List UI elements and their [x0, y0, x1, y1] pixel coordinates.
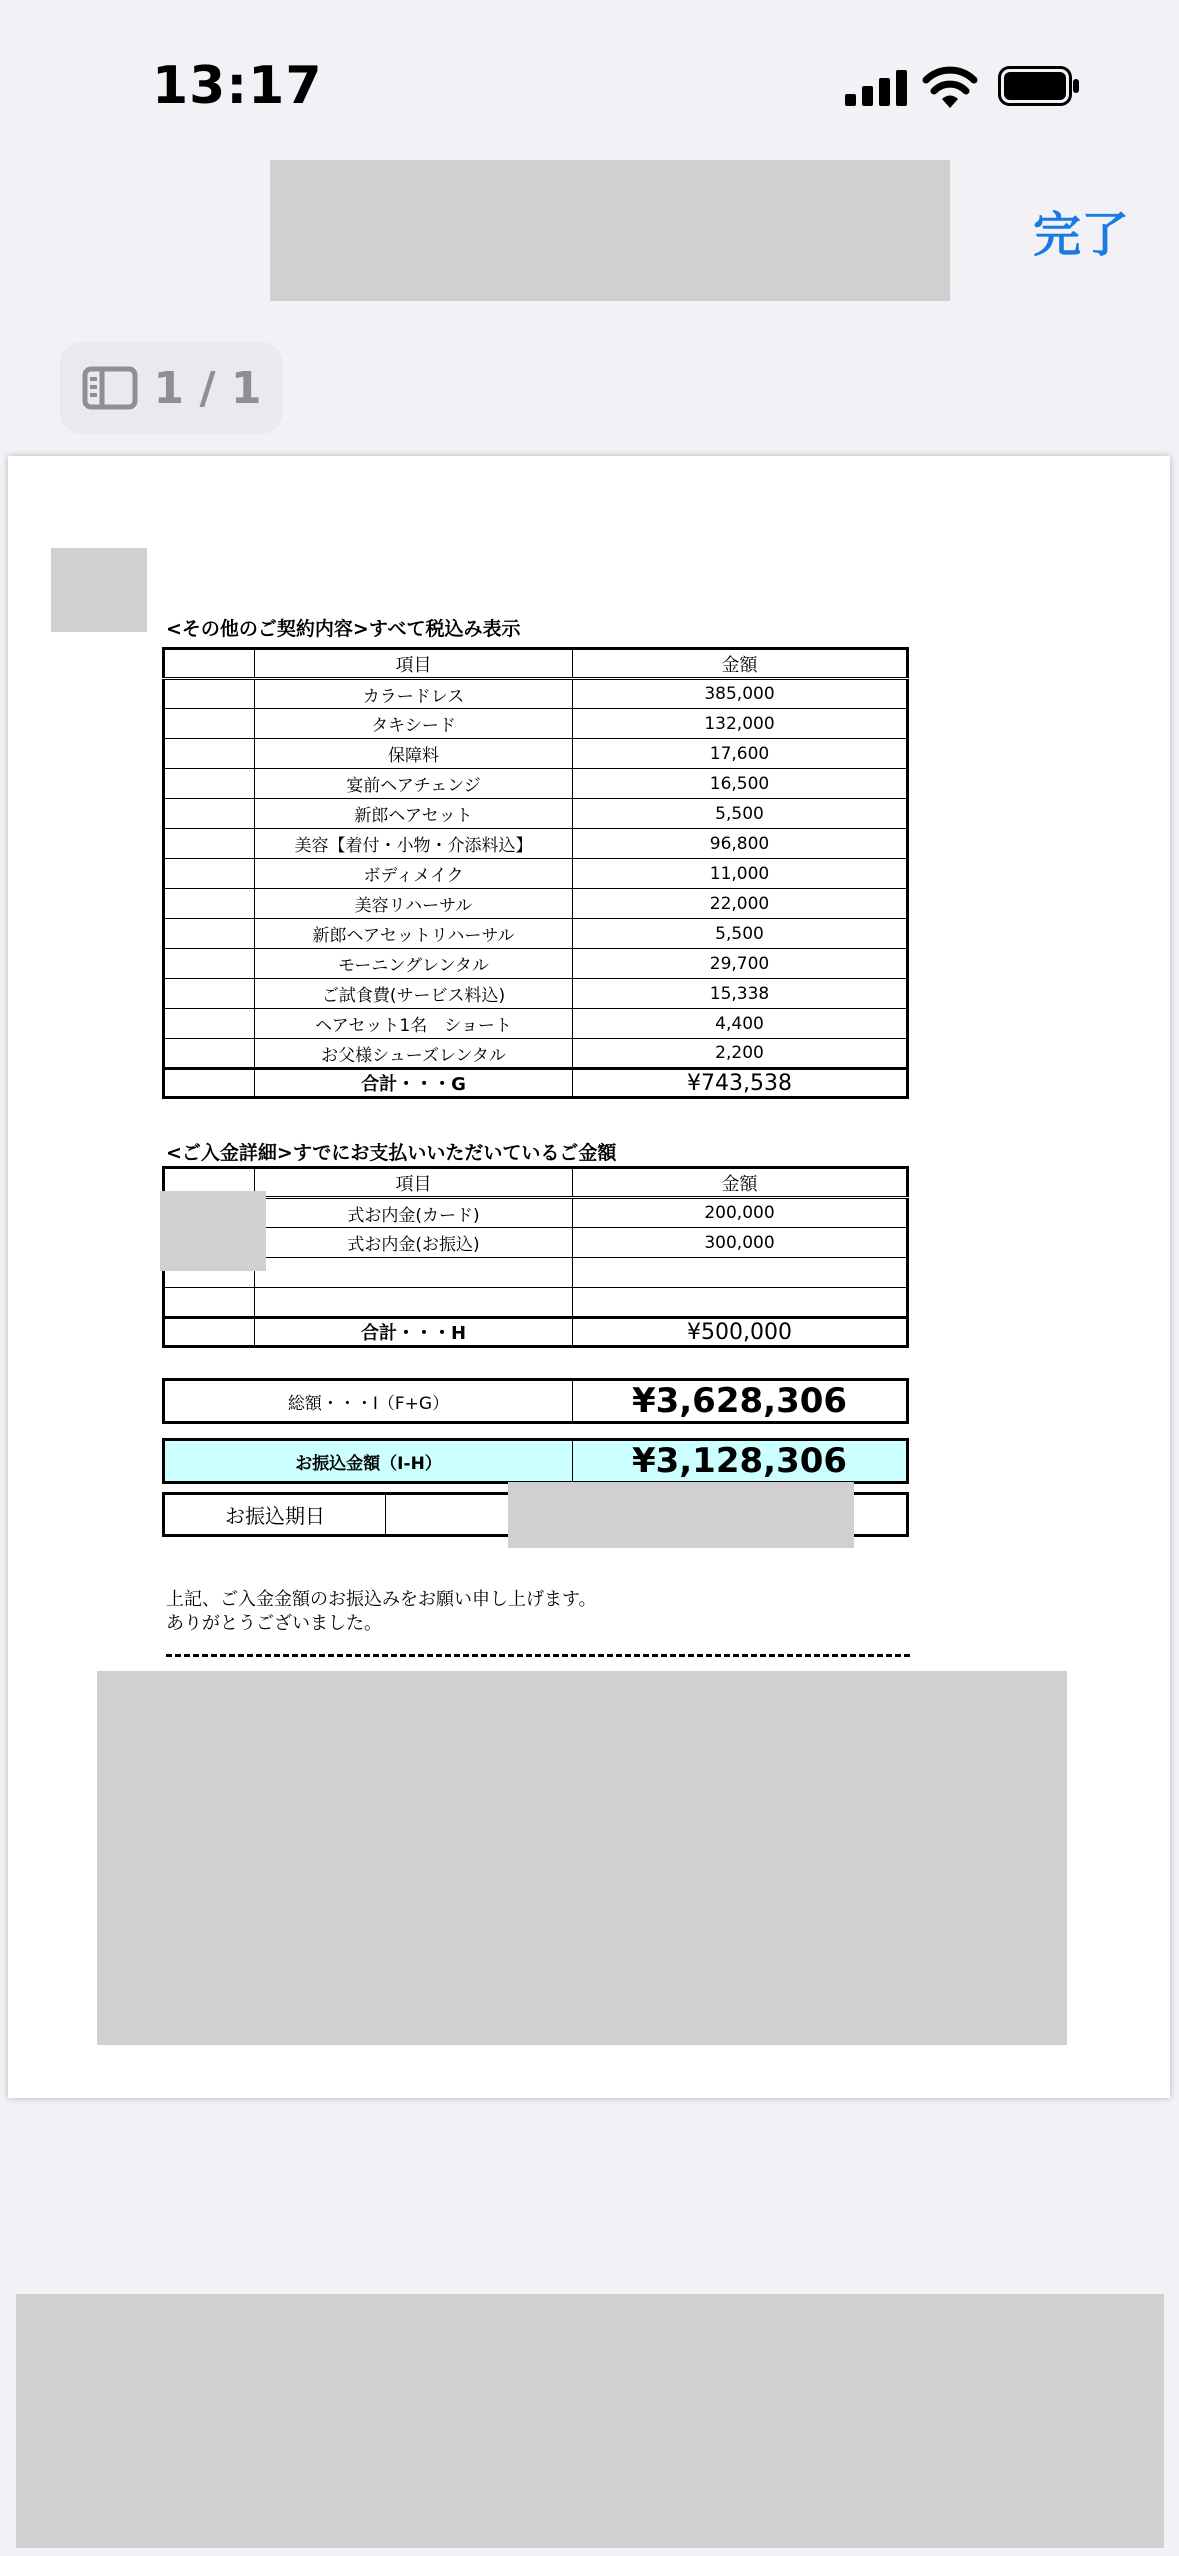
row-amount: 16,500 — [573, 769, 908, 799]
row-amount: 132,000 — [573, 709, 908, 739]
row-amount: 96,800 — [573, 829, 908, 859]
header-item: 項目 — [255, 1168, 573, 1198]
row-amount: 200,000 — [573, 1198, 908, 1228]
row-amount — [573, 1288, 908, 1318]
table-row — [164, 799, 908, 829]
row-amount: 5,500 — [573, 799, 908, 829]
table-row — [164, 769, 908, 799]
row-item — [255, 1258, 573, 1288]
row-item: ご試食費(サービス料込) — [255, 979, 573, 1009]
payments-section-title: <ご入金詳細>すでにお支払いいただいているご金額 — [166, 1142, 617, 1164]
payments-table — [162, 1166, 909, 1348]
table-row — [164, 1039, 908, 1069]
row-item: ヘアセット1名 ショート — [255, 1009, 573, 1039]
done-button[interactable]: 完了 — [1033, 207, 1130, 263]
row-amount: 22,000 — [573, 889, 908, 919]
note-line-2: ありがとうございました。 — [166, 1613, 382, 1634]
cut-line — [166, 1654, 910, 1657]
row-amount: 300,000 — [573, 1228, 908, 1258]
sidebar-icon — [82, 366, 138, 410]
wifi-icon — [922, 64, 978, 108]
transfer-label: お振込金額（I-H） — [164, 1440, 573, 1483]
redacted-due-date — [508, 1482, 854, 1548]
row-item: モーニングレンタル — [255, 949, 573, 979]
note-line-1: 上記、ご入金金額のお振込みをお願い申し上げます。 — [166, 1589, 597, 1610]
row-item: 美容【着付・小物・介添料込】 — [255, 829, 573, 859]
grand-total-box — [162, 1378, 909, 1424]
row-item: タキシード — [255, 709, 573, 739]
row-amount: 5,500 — [573, 919, 908, 949]
closing-note — [166, 1588, 597, 1636]
payments-total-amount: ¥500,000 — [573, 1318, 908, 1347]
row-item: 新郎ヘアセットリハーサル — [255, 919, 573, 949]
document-page[interactable] — [8, 456, 1170, 2098]
header-amount: 金額 — [573, 1168, 908, 1198]
row-amount — [573, 1258, 908, 1288]
table-row — [164, 949, 908, 979]
table-row — [164, 709, 908, 739]
row-amount: 2,200 — [573, 1039, 908, 1069]
contract-total-label: 合計・・・G — [255, 1069, 573, 1098]
row-item: 保障料 — [255, 739, 573, 769]
row-amount: 17,600 — [573, 739, 908, 769]
contract-table — [162, 647, 909, 1099]
redacted-stamp — [160, 1191, 266, 1271]
page-count: 1 / 1 — [153, 362, 262, 414]
table-row — [164, 859, 908, 889]
row-item: お父様シューズレンタル — [255, 1039, 573, 1069]
row-item: 式お内金(カード) — [255, 1198, 573, 1228]
payments-total-label: 合計・・・H — [255, 1318, 573, 1347]
contract-section-title: <その他のご契約内容>すべて税込み表示 — [166, 618, 521, 640]
redacted-document-title — [270, 160, 950, 301]
table-row — [164, 1009, 908, 1039]
table-row — [164, 1288, 908, 1318]
status-time: 13:17 — [152, 56, 323, 116]
transfer-amount: ¥3,128,306 — [573, 1440, 908, 1483]
redacted-payment-slip — [97, 1671, 1067, 2045]
redacted-logo — [51, 548, 147, 632]
cellular-signal-icon — [845, 70, 909, 106]
row-item: 宴前ヘアチェンジ — [255, 769, 573, 799]
table-row — [164, 1258, 908, 1288]
contract-total-amount: ¥743,538 — [573, 1069, 908, 1098]
redacted-bottom-toolbar — [16, 2294, 1164, 2548]
row-amount: 385,000 — [573, 679, 908, 709]
row-amount: 29,700 — [573, 949, 908, 979]
grand-total-amount: ¥3,628,306 — [573, 1380, 908, 1423]
grand-total-label: 総額・・・I（F+G） — [164, 1380, 573, 1423]
row-amount: 15,338 — [573, 979, 908, 1009]
table-row — [164, 829, 908, 859]
table-row — [164, 1228, 908, 1258]
header-amount: 金額 — [573, 649, 908, 679]
header-item: 項目 — [255, 649, 573, 679]
row-amount: 4,400 — [573, 1009, 908, 1039]
row-amount: 11,000 — [573, 859, 908, 889]
table-row — [164, 979, 908, 1009]
transfer-amount-box — [162, 1438, 909, 1484]
row-item: ボディメイク — [255, 859, 573, 889]
row-item: カラードレス — [255, 679, 573, 709]
payments-table-header — [164, 1168, 908, 1198]
table-row — [164, 1198, 908, 1228]
contract-table-header — [164, 649, 908, 679]
contract-total-row — [164, 1069, 908, 1098]
due-date-label: お振込期日 — [164, 1494, 386, 1536]
table-row — [164, 919, 908, 949]
battery-icon — [998, 66, 1080, 106]
table-row — [164, 889, 908, 919]
payments-total-row — [164, 1318, 908, 1347]
table-row — [164, 679, 908, 709]
page-indicator-button[interactable] — [60, 342, 283, 434]
row-item: 新郎ヘアセット — [255, 799, 573, 829]
row-item: 美容リハーサル — [255, 889, 573, 919]
row-item: 式お内金(お振込) — [255, 1228, 573, 1258]
table-row — [164, 739, 908, 769]
row-item — [255, 1288, 573, 1318]
